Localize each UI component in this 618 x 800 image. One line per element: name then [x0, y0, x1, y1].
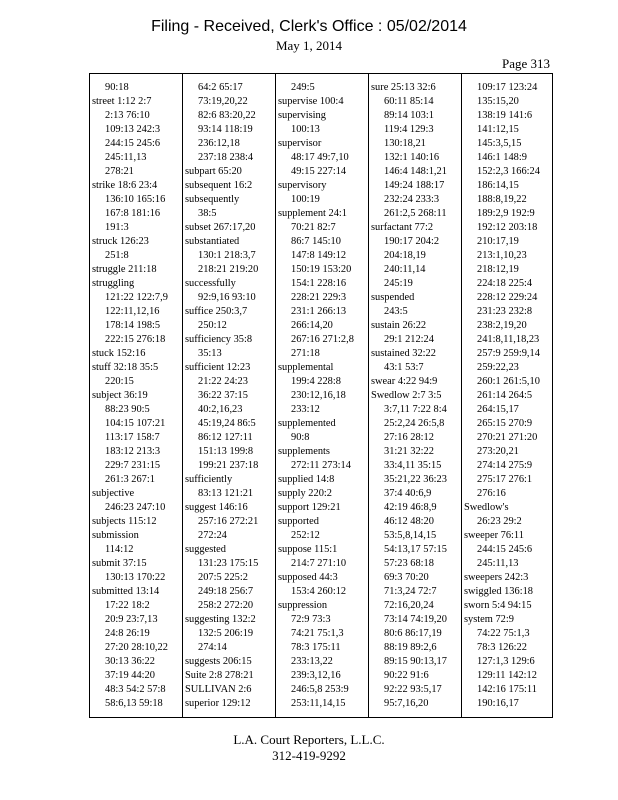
index-page-refs: 257:9 259:9,14 — [477, 348, 540, 359]
index-term: suspended — [371, 292, 415, 303]
index-page-refs: 109:17 123:24 — [477, 82, 538, 93]
index-page-refs: 73:14 74:19,20 — [384, 614, 447, 625]
index-page-refs: 95:7,16,20 — [384, 698, 429, 709]
index-term: struggle 211:18 — [92, 264, 157, 275]
index-page-refs: 243:5 — [384, 306, 408, 317]
column-divider — [275, 74, 276, 717]
index-page-refs: 37:19 44:20 — [105, 670, 155, 681]
index-term: system 72:9 — [464, 614, 514, 625]
index-page-refs: 224:18 225:4 — [477, 278, 533, 289]
index-page-refs: 233:13,22 — [291, 656, 333, 667]
index-page-refs: 119:4 129:3 — [384, 124, 434, 135]
index-page-refs: 48:17 49:7,10 — [291, 152, 349, 163]
index-page-refs: 122:11,12,16 — [105, 306, 160, 317]
index-page-refs: 218:12,19 — [477, 264, 519, 275]
index-term: submitted 13:14 — [92, 586, 160, 597]
index-page-refs: 246:23 247:10 — [105, 502, 166, 513]
index-page-refs: 146:4 148:1,21 — [384, 166, 447, 177]
index-term: supplements — [278, 446, 330, 457]
index-term: struck 126:23 — [92, 236, 149, 247]
filing-stamp: Filing - Received, Clerk's Office : 05/02/2014 — [151, 18, 467, 35]
index-term: submit 37:15 — [92, 558, 147, 569]
index-term: sworn 5:4 94:15 — [464, 600, 532, 611]
index-page-refs: 45:19,24 86:5 — [198, 418, 256, 429]
index-term: submission — [92, 530, 139, 541]
index-page-refs: 207:5 225:2 — [198, 572, 248, 583]
index-page-refs: 244:15 245:6 — [105, 138, 161, 149]
index-page-refs: 29:1 212:24 — [384, 334, 434, 345]
index-page-refs: 236:12,18 — [198, 138, 240, 149]
index-page-refs: 80:6 86:17,19 — [384, 628, 442, 639]
index-page-refs: 114:12 — [105, 544, 134, 555]
index-page-refs: 60:11 85:14 — [384, 96, 434, 107]
index-page-refs: 274:14 — [198, 642, 227, 653]
index-page-refs: 92:9,16 93:10 — [198, 292, 256, 303]
index-term: supplied 14:8 — [278, 474, 335, 485]
index-term: supervisor — [278, 138, 322, 149]
index-page-refs: 238:2,19,20 — [477, 320, 527, 331]
index-page-refs: 2:13 76:10 — [105, 110, 150, 121]
index-page-refs: 232:24 233:3 — [384, 194, 440, 205]
index-page-refs: 264:15,17 — [477, 404, 519, 415]
index-page-refs: 244:15 245:6 — [477, 544, 533, 555]
index-page-refs: 210:17,19 — [477, 236, 519, 247]
index-page-refs: 35:13 — [198, 348, 222, 359]
index-term: subjects 115:12 — [92, 516, 157, 527]
index-page-refs: 127:1,3 129:6 — [477, 656, 535, 667]
index-page-refs: 261:2,5 268:11 — [384, 208, 447, 219]
index-page-refs: 24:8 26:19 — [105, 628, 150, 639]
index-term: support 129:21 — [278, 502, 341, 513]
index-page-refs: 190:16,17 — [477, 698, 519, 709]
index-page-refs: 25:2,24 26:5,8 — [384, 418, 445, 429]
column-divider — [368, 74, 369, 717]
index-page-refs: 53:5,8,14,15 — [384, 530, 437, 541]
index-page-refs: 109:13 242:3 — [105, 124, 161, 135]
index-term: suppose 115:1 — [278, 544, 338, 555]
hearing-date: May 1, 2014 — [275, 38, 343, 53]
index-page-refs: 245:19 — [384, 278, 413, 289]
index-term: sure 25:13 32:6 — [371, 82, 436, 93]
index-page-refs: 129:11 142:12 — [477, 670, 537, 681]
index-page-refs: 93:14 118:19 — [198, 124, 253, 135]
index-page-refs: 141:12,15 — [477, 124, 519, 135]
index-page-refs: 72:16,20,24 — [384, 600, 434, 611]
index-term: struggling — [92, 278, 135, 289]
index-page-refs: 74:21 75:1,3 — [291, 628, 344, 639]
index-page-refs: 17:22 18:2 — [105, 600, 150, 611]
index-page-refs: 271:18 — [291, 348, 320, 359]
index-term: subset 267:17,20 — [185, 222, 256, 233]
index-page-refs: 145:3,5,15 — [477, 138, 522, 149]
court-reporter-name: L.A. Court Reporters, L.L.C. — [233, 732, 385, 747]
index-term: suggest 146:16 — [185, 502, 248, 513]
index-page-refs: 230:12,16,18 — [291, 390, 346, 401]
index-page-refs: 88:23 90:5 — [105, 404, 150, 415]
index-page-refs: 142:16 175:11 — [477, 684, 537, 695]
index-page-refs: 74:22 75:1,3 — [477, 628, 530, 639]
index-page-refs: 42:19 46:8,9 — [384, 502, 437, 513]
index-page-refs: 90:8 — [291, 432, 310, 443]
index-page-refs: 48:3 54:2 57:8 — [105, 684, 166, 695]
index-page-refs: 83:13 121:21 — [198, 488, 254, 499]
index-page-refs: 31:21 32:22 — [384, 446, 434, 457]
index-term: swear 4:22 94:9 — [371, 376, 438, 387]
index-page-refs: 86:12 127:11 — [198, 432, 253, 443]
index-page-refs: 104:15 107:21 — [105, 418, 166, 429]
index-page-refs: 178:14 198:5 — [105, 320, 161, 331]
index-page-refs: 213:1,10,23 — [477, 250, 527, 261]
index-page-refs: 231:23 232:8 — [477, 306, 533, 317]
index-page-refs: 90:22 91:6 — [384, 670, 429, 681]
index-page-refs: 186:14,15 — [477, 180, 519, 191]
index-page-refs: 131:23 175:15 — [198, 558, 259, 569]
index-page-refs: 214:7 271:10 — [291, 558, 347, 569]
index-page-refs: 249:5 — [291, 82, 315, 93]
index-page-refs: 267:16 271:2,8 — [291, 334, 354, 345]
index-page-refs: 233:12 — [291, 404, 320, 415]
index-page-refs: 90:18 — [105, 82, 129, 93]
index-page-refs: 150:19 153:20 — [291, 264, 352, 275]
index-page-refs: 20:9 23:7,13 — [105, 614, 158, 625]
index-page-refs: 274:14 275:9 — [477, 460, 533, 471]
index-page-refs: 130:13 170:22 — [105, 572, 166, 583]
index-page-refs: 70:21 82:7 — [291, 222, 336, 233]
index-page-refs: 265:15 270:9 — [477, 418, 533, 429]
index-term: suggested — [185, 544, 226, 555]
index-page-refs: 132:5 206:19 — [198, 628, 254, 639]
index-term: surfactant 77:2 — [371, 222, 434, 233]
index-page-refs: 190:17 204:2 — [384, 236, 440, 247]
index-page-refs: 250:12 — [198, 320, 227, 331]
index-term: subsequently — [185, 194, 240, 205]
index-page-refs: 138:19 141:6 — [477, 110, 533, 121]
index-page-refs: 275:17 276:1 — [477, 474, 533, 485]
index-term: subpart 65:20 — [185, 166, 242, 177]
index-term: supervise 100:4 — [278, 96, 344, 107]
index-page-refs: 276:16 — [477, 488, 506, 499]
index-page-refs: 228:12 229:24 — [477, 292, 538, 303]
index-term: sustain 26:22 — [371, 320, 427, 331]
index-page-refs: 245:11,13 — [477, 558, 519, 569]
index-page-refs: 78:3 175:11 — [291, 642, 341, 653]
index-page-refs: 272:24 — [198, 530, 227, 541]
index-page-refs: 222:15 276:18 — [105, 334, 166, 345]
index-column-2 — [185, 81, 275, 709]
index-page-refs: 88:19 89:2,6 — [384, 642, 437, 653]
index-page-refs: 82:6 83:20,22 — [198, 110, 256, 121]
index-page-refs: 153:4 260:12 — [291, 586, 347, 597]
index-term: sweeper 76:11 — [464, 530, 524, 541]
index-column-5 — [464, 81, 554, 709]
index-page-refs: 278:21 — [105, 166, 134, 177]
index-page-refs: 36:22 37:15 — [198, 390, 248, 401]
index-term: supply 220:2 — [278, 488, 332, 499]
index-page-refs: 3:7,11 7:22 8:4 — [384, 404, 447, 415]
index-term: subject 36:19 — [92, 390, 148, 401]
index-term: sufficiency 35:8 — [185, 334, 253, 345]
index-term: stuff 32:18 35:5 — [92, 362, 159, 373]
index-page-refs: 71:3,24 72:7 — [384, 586, 437, 597]
index-term: suppression — [278, 600, 328, 611]
index-term: strike 18:6 23:4 — [92, 180, 158, 191]
index-page-refs: 266:14,20 — [291, 320, 333, 331]
index-term: successfully — [185, 278, 236, 289]
index-page-refs: 69:3 70:20 — [384, 572, 429, 583]
index-term: sufficiently — [185, 474, 233, 485]
index-term: sustained 32:22 — [371, 348, 436, 359]
index-page-refs: 199:21 237:18 — [198, 460, 259, 471]
index-term: supplemented — [278, 418, 336, 429]
index-page-refs: 261:3 267:1 — [105, 474, 155, 485]
index-term: substantiated — [185, 236, 240, 247]
index-column-4 — [371, 81, 461, 709]
index-column-1 — [92, 81, 182, 709]
index-page-refs: 78:3 126:22 — [477, 642, 527, 653]
index-page-refs: 43:1 53:7 — [384, 362, 424, 373]
index-page-refs: 146:1 148:9 — [477, 152, 527, 163]
index-page-refs: 249:18 256:7 — [198, 586, 254, 597]
index-page-refs: 135:15,20 — [477, 96, 519, 107]
index-term: stuck 152:16 — [92, 348, 146, 359]
index-term: swiggled 136:18 — [464, 586, 533, 597]
index-page-refs: 237:18 238:4 — [198, 152, 254, 163]
index-page-refs: 86:7 145:10 — [291, 236, 341, 247]
index-page-refs: 64:2 65:17 — [198, 82, 243, 93]
index-page-refs: 260:1 261:5,10 — [477, 376, 540, 387]
index-page-refs: 199:4 228:8 — [291, 376, 341, 387]
index-page-refs: 189:2,9 192:9 — [477, 208, 535, 219]
index-page-refs: 57:23 68:18 — [384, 558, 434, 569]
index-term: SULLIVAN 2:6 — [185, 684, 252, 695]
index-page-refs: 218:21 219:20 — [198, 264, 259, 275]
index-term: subsequent 16:2 — [185, 180, 253, 191]
index-term: Suite 2:8 278:21 — [185, 670, 254, 681]
index-page-refs: 100:13 — [291, 124, 320, 135]
index-page-refs: 27:16 28:12 — [384, 432, 434, 443]
index-box — [89, 73, 553, 718]
index-page-refs: 192:12 203:18 — [477, 222, 538, 233]
index-term: Swedlow 2:7 3:5 — [371, 390, 442, 401]
index-page-refs: 151:13 199:8 — [198, 446, 254, 457]
index-term: superior 129:12 — [185, 698, 251, 709]
index-page-refs: 240:11,14 — [384, 264, 426, 275]
index-page-refs: 204:18,19 — [384, 250, 426, 261]
index-page-refs: 100:19 — [291, 194, 320, 205]
index-page-refs: 58:6,13 59:18 — [105, 698, 163, 709]
index-page-refs: 73:19,20,22 — [198, 96, 248, 107]
index-term: sweepers 242:3 — [464, 572, 529, 583]
index-page-refs: 251:8 — [105, 250, 129, 261]
index-column-3 — [278, 81, 368, 709]
index-page-refs: 154:1 228:16 — [291, 278, 347, 289]
index-term: supposed 44:3 — [278, 572, 338, 583]
index-page-refs: 220:15 — [105, 376, 134, 387]
index-page-refs: 21:22 24:23 — [198, 376, 248, 387]
index-page-refs: 149:24 188:17 — [384, 180, 445, 191]
index-page-refs: 89:14 103:1 — [384, 110, 434, 121]
index-page-refs: 132:1 140:16 — [384, 152, 440, 163]
index-page-refs: 272:11 273:14 — [291, 460, 351, 471]
index-page-refs: 188:8,19,22 — [477, 194, 527, 205]
index-page-refs: 72:9 73:3 — [291, 614, 331, 625]
index-page-refs: 121:22 122:7,9 — [105, 292, 168, 303]
index-page-refs: 54:13,17 57:15 — [384, 544, 447, 555]
index-page-refs: 152:2,3 166:24 — [477, 166, 540, 177]
index-page-refs: 167:8 181:16 — [105, 208, 161, 219]
index-page-refs: 147:8 149:12 — [291, 250, 347, 261]
index-page-refs: 228:21 229:3 — [291, 292, 347, 303]
index-page-refs: 35:21,22 36:23 — [384, 474, 447, 485]
index-page-refs: 30:13 36:22 — [105, 656, 155, 667]
column-divider — [461, 74, 462, 717]
index-term: street 1:12 2:7 — [92, 96, 152, 107]
index-term: Swedlow's — [464, 502, 509, 513]
court-reporter-phone: 312-419-9292 — [272, 748, 346, 763]
index-term: supervising — [278, 110, 326, 121]
index-page-refs: 46:12 48:20 — [384, 516, 434, 527]
index-page-refs: 40:2,16,23 — [198, 404, 243, 415]
index-page-refs: 130:1 218:3,7 — [198, 250, 256, 261]
index-page-refs: 33:4,11 35:15 — [384, 460, 442, 471]
index-page-refs: 183:12 213:3 — [105, 446, 161, 457]
index-term: supplemental — [278, 362, 334, 373]
index-term: supported — [278, 516, 319, 527]
index-page-refs: 113:17 158:7 — [105, 432, 160, 443]
index-page-refs: 253:11,14,15 — [291, 698, 346, 709]
index-page-refs: 191:3 — [105, 222, 129, 233]
index-page-refs: 231:1 266:13 — [291, 306, 347, 317]
index-page-refs: 49:15 227:14 — [291, 166, 347, 177]
index-page-refs: 229:7 231:15 — [105, 460, 161, 471]
index-page-refs: 89:15 90:13,17 — [384, 656, 447, 667]
index-page-refs: 246:5,8 253:9 — [291, 684, 349, 695]
index-page-refs: 258:2 272:20 — [198, 600, 254, 611]
index-page-refs: 136:10 165:16 — [105, 194, 166, 205]
page-number: Page 313 — [501, 56, 550, 71]
index-term: supervisory — [278, 180, 327, 191]
index-page-refs: 92:22 93:5,17 — [384, 684, 442, 695]
index-page-refs: 252:12 — [291, 530, 320, 541]
index-page-refs: 273:20,21 — [477, 446, 519, 457]
index-page-refs: 130:18,21 — [384, 138, 426, 149]
index-term: subjective — [92, 488, 135, 499]
index-term: suggests 206:15 — [185, 656, 252, 667]
index-page-refs: 37:4 40:6,9 — [384, 488, 432, 499]
index-page-refs: 270:21 271:20 — [477, 432, 538, 443]
index-page-refs: 38:5 — [198, 208, 217, 219]
column-divider — [182, 74, 183, 717]
index-page-refs: 239:3,12,16 — [291, 670, 341, 681]
index-page-refs: 259:22,23 — [477, 362, 519, 373]
index-term: suffice 250:3,7 — [185, 306, 248, 317]
index-page-refs: 26:23 29:2 — [477, 516, 522, 527]
index-page-refs: 257:16 272:21 — [198, 516, 259, 527]
index-term: suggesting 132:2 — [185, 614, 256, 625]
index-page-refs: 245:11,13 — [105, 152, 147, 163]
index-page-refs: 261:14 264:5 — [477, 390, 533, 401]
index-term: supplement 24:1 — [278, 208, 347, 219]
index-term: sufficient 12:23 — [185, 362, 251, 373]
index-page-refs: 241:8,11,18,23 — [477, 334, 540, 345]
index-page-refs: 27:20 28:10,22 — [105, 642, 168, 653]
